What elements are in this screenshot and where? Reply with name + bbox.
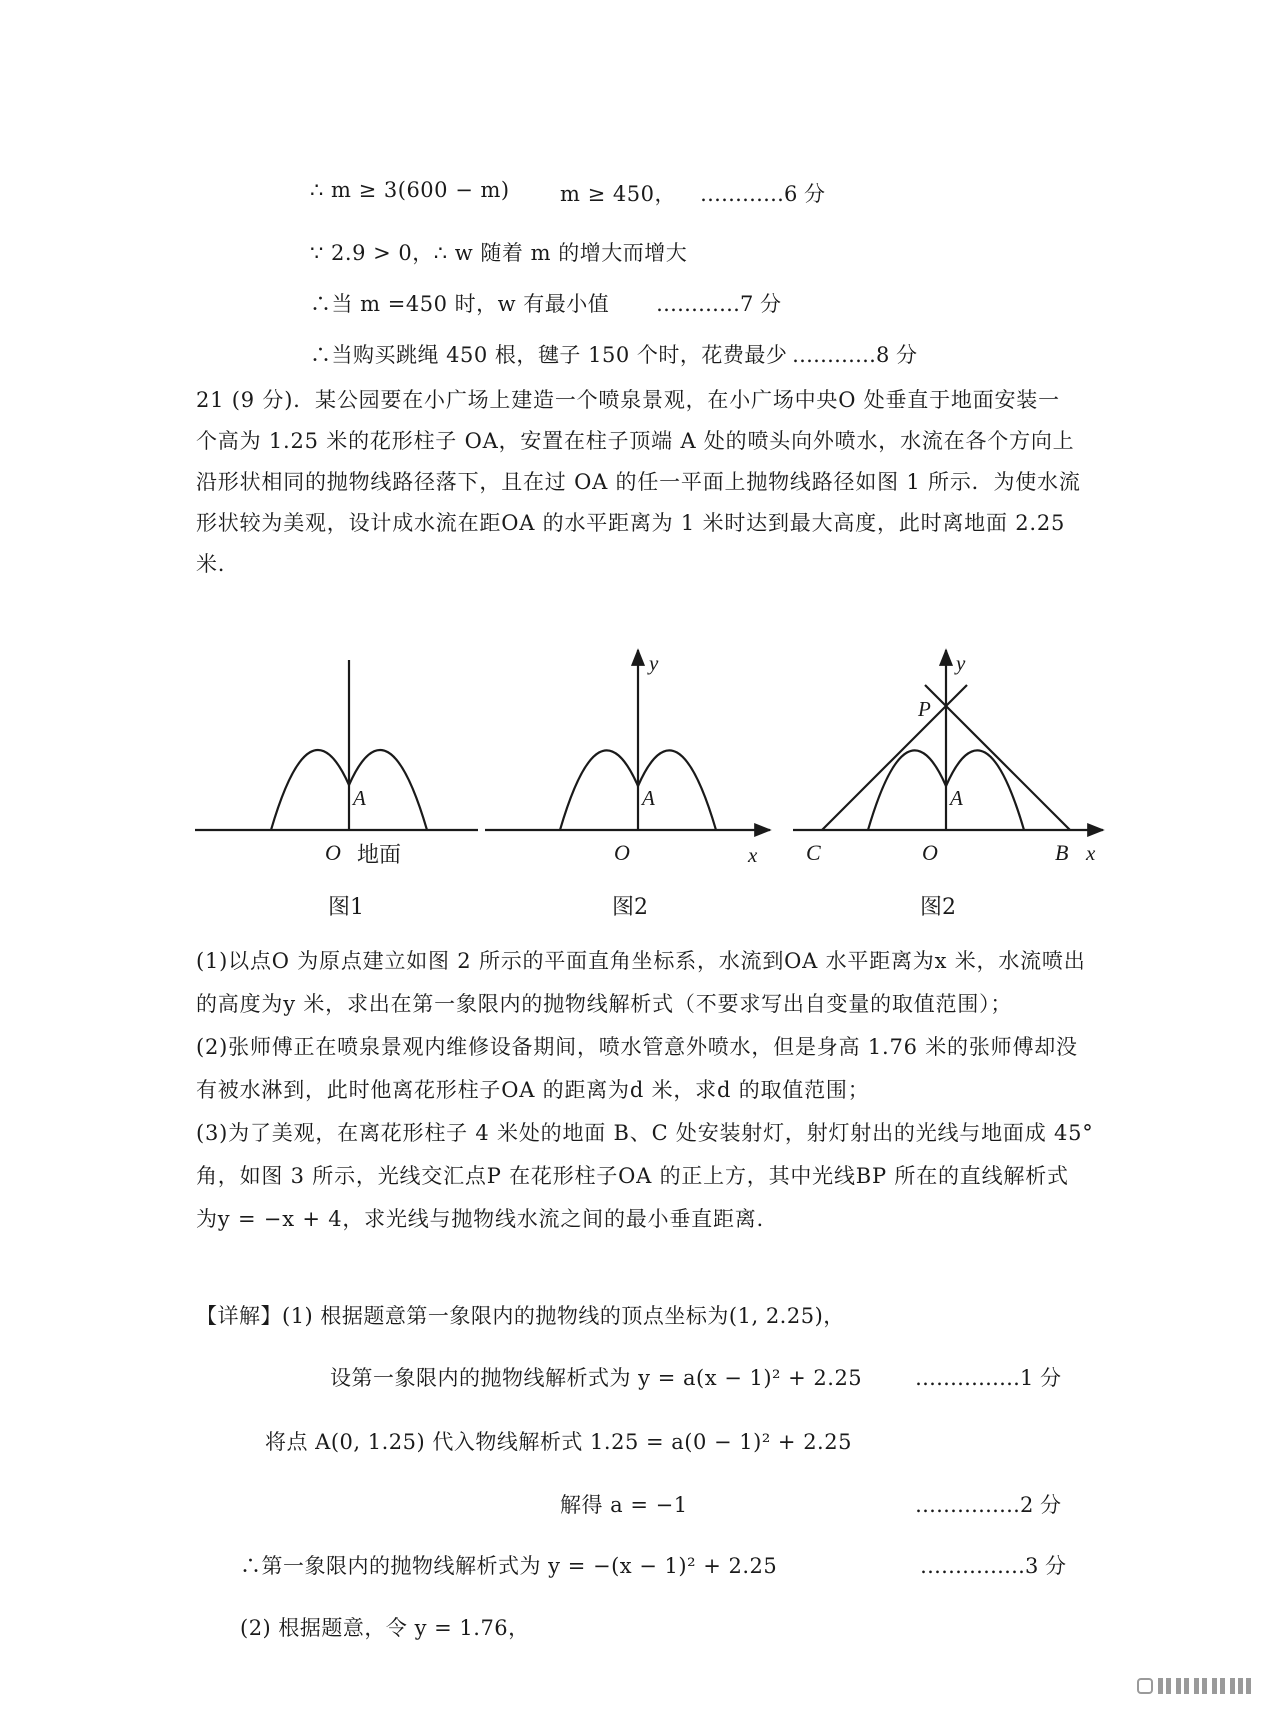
fig3-label-y: y xyxy=(956,651,966,675)
fig3-label-o: O xyxy=(922,840,938,865)
solution-step-3: 解得 a = −1 xyxy=(560,1493,688,1517)
fig2-label-o: O xyxy=(614,840,630,865)
question-line: (3)为了美观，在离花形柱子 4 米处的地面 B、C 处安装射灯，射灯射出的光线与地面成 45° xyxy=(196,1121,1094,1145)
top-line-4: ∴当购买跳绳 450 根，毽子 150 个时，花费最少 xyxy=(310,343,788,367)
solution-header: 【详解】(1) 根据题意第一象限内的抛物线的顶点坐标为(1, 2.25)， xyxy=(196,1304,845,1328)
problem-line: 21 (9 分)．某公园要在小广场上建造一个喷泉景观，在小广场中央O 处垂直于地面安装一 xyxy=(196,388,1060,412)
scroll-indicator-icon xyxy=(1136,1676,1256,1696)
fig3-label-c: C xyxy=(806,840,821,865)
fig1-label-o: O xyxy=(325,840,341,865)
top-line-1 xyxy=(310,178,510,202)
fig2-label-x: x xyxy=(748,843,758,867)
fig3-label-b: B xyxy=(1055,840,1069,865)
fig2-parabola-left xyxy=(560,750,638,830)
question-line: 有被水淋到，此时他离花形柱子OA 的距离为d 米，求d 的取值范围； xyxy=(196,1078,870,1102)
fig3-label-p: P xyxy=(918,697,931,721)
fig1-label-ground: 地面 xyxy=(357,842,402,867)
question-line: (2)张师傅正在喷泉景观内维修设备期间，喷水管意外喷水，但是身高 1.76 米的张师傅却没 xyxy=(196,1035,1078,1059)
fig3-label-a: A xyxy=(950,786,963,810)
fig1-label-a: A xyxy=(353,786,366,810)
top-line-3: ∴当 m =450 时，w 有最小值 xyxy=(310,292,610,316)
problem-line: 个高为 1.25 米的花形柱子 OA，安置在柱子顶端 A 处的喷头向外喷水，水流在各个方向上 xyxy=(196,429,1075,453)
fig3-parabola-left xyxy=(868,750,946,830)
score-3: ……………3 分 xyxy=(920,1554,1067,1578)
fig2-caption: 图2 xyxy=(612,895,648,920)
questions-block xyxy=(196,940,1096,1241)
fig2-label-y: y xyxy=(649,651,659,675)
problem-statement xyxy=(196,380,1096,585)
score-2: ……………2 分 xyxy=(915,1493,1062,1517)
problem-line: 形状较为美观，设计成水流在距OA 的水平距离为 1 米时达到最大高度，此时离地面 2.25 xyxy=(196,511,1066,535)
fig3-caption: 图2 xyxy=(920,895,956,920)
question-line: 角，如图 3 所示，光线交汇点P 在花形柱子OA 的正上方，其中光线BP 所在的直线解析式 xyxy=(196,1164,1069,1188)
fig3-label-x: x xyxy=(1086,841,1096,865)
question-line: 的高度为y 米，求出在第一象限内的抛物线解析式（不要求写出自变量的取值范围）； xyxy=(196,992,1013,1016)
solution-step-4: ∴第一象限内的抛物线解析式为 y = −(x − 1)² + 2.25 xyxy=(240,1554,778,1578)
score-1: ……………1 分 xyxy=(915,1366,1062,1390)
problem-line: 米. xyxy=(196,552,226,576)
question-line: (1)以点O 为原点建立如图 2 所示的平面直角坐标系，水流到OA 水平距离为x 米，水流喷出 xyxy=(196,949,1086,973)
score-8: …………8 分 xyxy=(792,343,918,367)
question-line: 为y = −x + 4，求光线与抛物线水流之间的最小垂直距离. xyxy=(196,1207,765,1231)
inequality-text: ∴ m ≥ 3(600 − m) xyxy=(310,178,510,202)
fig1-parabola-left xyxy=(271,750,349,830)
solution-step-2: 将点 A(0, 1.25) 代入物线解析式 1.25 = a(0 − 1)² + 2.25 xyxy=(265,1430,852,1454)
fig1-caption: 图1 xyxy=(328,895,364,920)
solution-step-1: 设第一象限内的抛物线解析式为 y = a(x − 1)² + 2.25 xyxy=(330,1366,863,1390)
fig2-label-a: A xyxy=(642,786,655,810)
problem-line: 沿形状相同的抛物线路径落下，且在过 OA 的任一平面上抛物线路径如图 1 所示．为使水流 xyxy=(196,470,1081,494)
solution-step-5: (2) 根据题意，令 y = 1.76， xyxy=(240,1616,530,1640)
inequality-result: m ≥ 450， xyxy=(560,182,676,206)
score-6: …………6 分 xyxy=(700,182,826,206)
top-line-1-extra xyxy=(560,178,676,208)
score-7: …………7 分 xyxy=(656,292,782,316)
top-line-2: ∵ 2.9 > 0，∴ w 随着 m 的增大而增大 xyxy=(310,241,688,265)
